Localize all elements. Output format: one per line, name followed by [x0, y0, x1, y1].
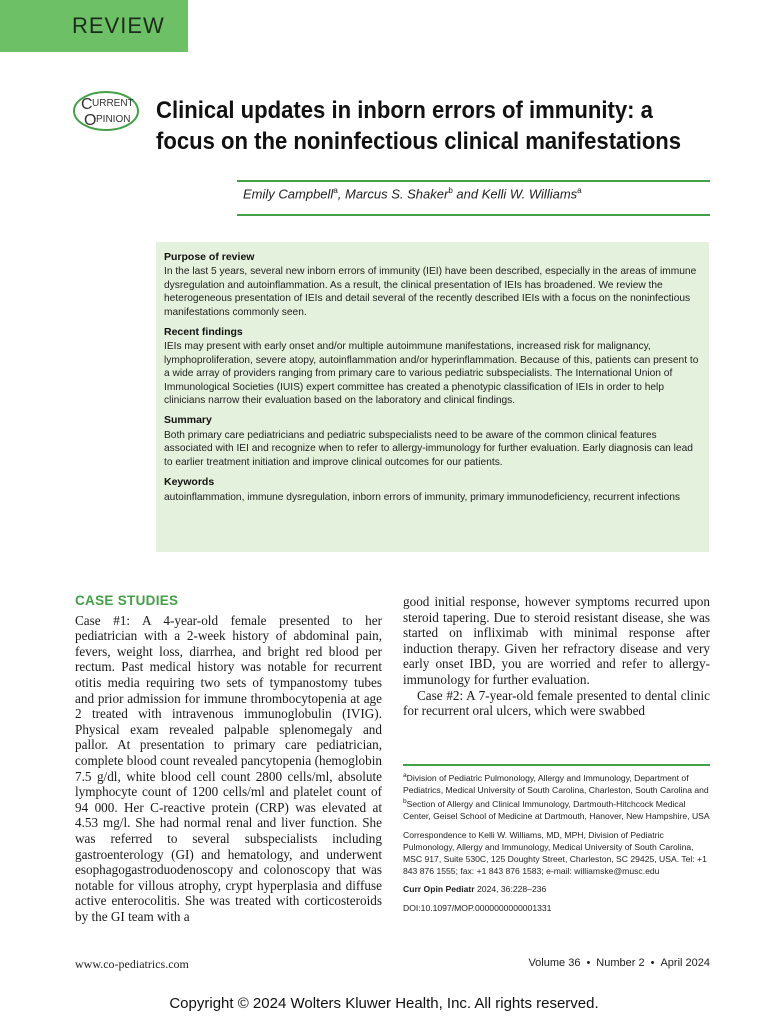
copyright-notice: Copyright © 2024 Wolters Kluwer Health, Inc. All rights reserved.: [169, 995, 599, 1012]
abstract-heading: Keywords: [164, 476, 215, 489]
abstract-text: Both primary care pediatricians and pediatric subspecialists need to be aware of the common clinical features associated with IEI and recognize when to refer to allergy-immunology for further evaluation. Early diagnosis can lead to earlier treatment initiation and improve clinical outcomes for our patients.: [164, 429, 693, 468]
section-tab-label: REVIEW: [72, 13, 165, 38]
affil-b: Section of Allergy and Clinical Immunology, Dartmouth-Hitchcock Medical Center, Geisel School of Medicine at Dartmouth, Hanover, New Hampshire, USA: [403, 799, 710, 822]
doi: DOI:10.1097/MOP.0000000000001331: [403, 902, 552, 913]
title-divider: [237, 180, 710, 182]
abstract-purpose: [164, 251, 701, 319]
body-paragraph: good initial response, however symptoms recurred upon steroid tapering. Due to steroid resistant disease, she was started on infliximab with minimal response after induction therapy. Given her refractory disease and very early onset IBD, you are worried and refer to allergy-immunology for further evaluation.: [403, 594, 710, 687]
author-separator: and: [452, 186, 482, 202]
journal-name: Curr Opin Pediatr: [403, 884, 475, 895]
abstract-heading: Recent findings: [164, 326, 243, 339]
body-column-left: [75, 593, 382, 924]
abstract-text: In the last 5 years, several new inborn errors of immunity (IEI) have been described, especially in the areas of immune dysregulation and autoinflammation. As a result, the clinical presentation of IEIs has broadened. We review the heterogeneous presentation of IEIs and detail several of the recently described IEIs with a focus on the noninfectious manifestations commonly seen.: [164, 266, 697, 318]
affil-mark: b: [403, 798, 407, 806]
abstract-findings: [164, 326, 701, 407]
volume: Volume 36: [528, 957, 581, 969]
affiliations-divider: [403, 764, 710, 766]
author-name: Emily Campbell: [243, 186, 334, 202]
abstract-text: IEIs may present with early onset and/or multiple autoimmune manifestations, increased risk for malignancy, lymphoproliferation, severe atopy, autoinflammation and/or hyperinflammation. Because of this, patients can present to a wide array of providers ranging from primary care to various pediatric subspecialists. The International Union of Immunological Societies (IUIS) expert committee has created a phenotypic classification of IEIs in order to help clinicians narrow their evaluation based on the laboratory and clinical findings.: [164, 341, 699, 407]
journal-url: www.co-pediatrics.com: [75, 957, 189, 971]
abstract-text: autoinflammation, immune dysregulation, inborn errors of immunity, primary immunodeficiency, recurrent infections: [164, 491, 680, 503]
body-paragraph: Case #2: A 7-year-old female presented to dental clinic for recurrent oral ulcers, which were swabbed: [403, 687, 710, 719]
author-affil-mark: a: [333, 186, 338, 195]
abstract-box: [156, 242, 709, 552]
body-paragraph: Case #1: A 4-year-old female presented to her pediatrician with a 2-week history of abdominal pain, fevers, weight loss, diarrhea, and bright red blood per rectum. Past medical history was notable for recurrent otitis media requiring two sets of tympanostomy tubes and prior admission for immune thrombocytopenia at age 2 treated with intravenous immunoglobulin (IVIG). Physical exam revealed palpable splenomegaly and pallor. At presentation to primary care pediatrician, complete blood count revealed pancytopenia (hemoglobin 7.5 g/dl, white blood cell count 2800 cells/ml, absolute lymphocyte count of 1200 cells/ml and platelet count of 94 000. Her C-reactive protein (CRP) was elevated at 4.53 mg/l. She had normal renal and liver function. She was referred to several subspecialists including gastroenterology (GI) and hematology, and underwent esophagogastroduodenoscopy and colonoscopy that was notable for villous atrophy, crypt hyperplasia and diffuse active enterocolitis. She was treated with corticosteroids by the GI team with a: [75, 612, 382, 924]
article-title: Clinical updates in inborn errors of immunity: a focus on the noninfectious clinical manifestations: [156, 97, 682, 155]
authors-divider: [237, 214, 710, 216]
bullet-separator: •: [650, 957, 655, 969]
issue-number: Number 2: [596, 957, 645, 969]
author-name: Kelli W. Williams: [481, 186, 578, 202]
author-list: [243, 186, 582, 201]
author-separator: ,: [337, 186, 345, 202]
logo-line1: URRENT: [92, 98, 134, 109]
citation-details: 2024, 36:228–236: [474, 884, 547, 895]
issue-date: April 2024: [660, 957, 710, 969]
logo-initial-o: O: [84, 112, 97, 129]
current-opinion-logo: [72, 89, 140, 133]
abstract-keywords: [164, 476, 701, 504]
body-column-right: [403, 594, 710, 719]
abstract-heading: Purpose of review: [164, 251, 255, 263]
section-tab: [0, 0, 188, 52]
author-name: Marcus S. Shaker: [345, 186, 449, 202]
logo-line2: PINION: [96, 114, 131, 125]
correspondence-text: Correspondence to Kelli W. Williams, MD, MPH, Division of Pediatric Pulmonology, Allergy and Immunology, Medical University of South Carolina, MSC 917, Suite 530C, 125 Doughty Street, Charleston, SC 29425, USA. Tel: +1 843 876 1555; fax: +1 843 876 1583; e-mail: williamske@musc.edu: [403, 829, 707, 877]
bullet-separator: •: [586, 957, 591, 969]
affiliation-text: [403, 770, 710, 823]
author-affil-mark: b: [448, 186, 453, 195]
abstract-heading: Summary: [164, 414, 212, 427]
affil-mark: a: [403, 772, 407, 779]
affiliations-block: [403, 770, 710, 920]
logo-initial-c: C: [81, 96, 93, 113]
author-affil-mark: a: [577, 186, 582, 195]
issue-info: [528, 957, 710, 969]
section-heading: CASE STUDIES: [75, 593, 179, 608]
citation: [403, 883, 710, 895]
affil-a: Division of Pediatric Pulmonology, Allergy and Immunology, Department of Pediatrics, Medical University of South Carolina, Charleston, South Carolina and: [403, 772, 709, 796]
abstract-summary: [164, 414, 701, 469]
